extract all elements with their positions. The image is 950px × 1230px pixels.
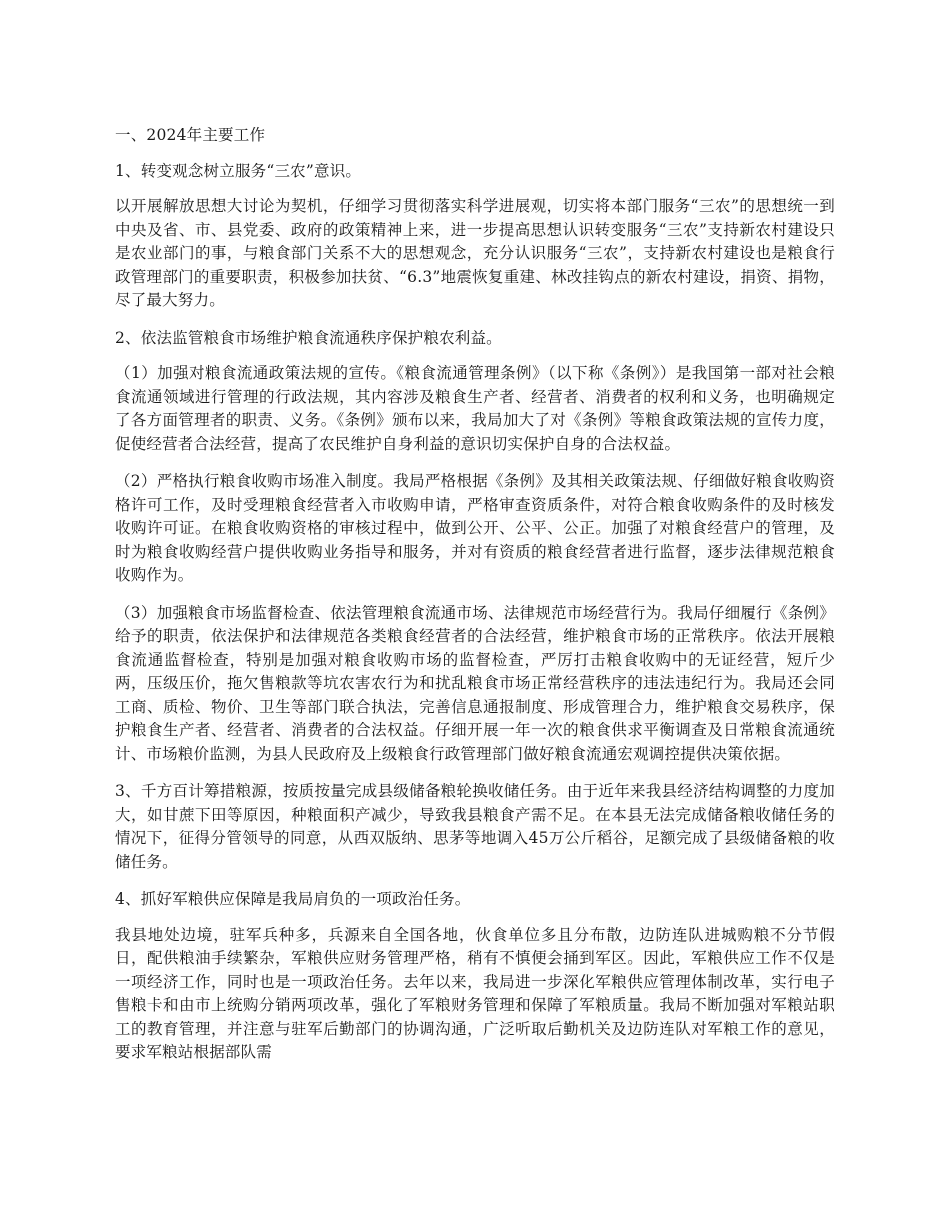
body-paragraph: 我县地处边境，驻军兵种多，兵源来自全国各地，伙食单位多且分布散，边防连队进城购粮不分节假日，配供粮油手续繁杂，军粮供应财务管理严格，稍有不慎便会捅到军区。因此，军粮供应工作不仅是一项经济工作，同时也是一项政治任务。去年以来，我局进一步深化军粮供应管理体制改革，实行电子售粮卡和由市上统购分销两项改革，强化了军粮财务管理和保障了军粮质量。我局不断加强对军粮站职工的教育管理，并注意与驻军后勤部门的协调沟通，广泛听取后勤机关及边防连队对军粮工作的意见，要求军粮站根据部队需: [115, 925, 835, 1061]
subsection-heading-1: 1、转变观念树立服务“三农”意识。: [115, 161, 362, 180]
subsection-heading-2: 2、依法监管粮食市场维护粮食流通秩序保护粮农利益。: [115, 328, 502, 347]
document-body: [115, 124, 835, 1079]
body-paragraph: （1）加强对粮食流通政策法规的宣传。《粮食流通管理条例》（以下称《条例》）是我国第一部对社会粮食流通领域进行管理的行政法规，其内容涉及粮食生产者、经营者、消费者的权利和义务，也明确规定了各方面管理者的职责、义务。《条例》颁布以来，我局加大了对《条例》等粮食政策法规的宣传力度，促使经营者合法经营，提高了农民维护自身利益的意识切实保护自身的合法权益。: [115, 364, 835, 453]
body-paragraph: 3、千方百计筹措粮源，按质按量完成县级储备粮轮换收储任务。由于近年来我县经济结构调整的力度加大，如甘蔗下田等原因，种粮面积产减少，导致我县粮食产需不足。在本县无法完成储备粮收储任务的情况下，征得分管领导的同意，从西双版纳、思茅等地调入45万公斤稻谷，足额完成了县级储备粮的收储任务。: [115, 782, 835, 871]
body-paragraph: 以开展解放思想大讨论为契机，仔细学习贯彻落实科学进展观，切实将本部门服务“三农”的思想统一到中央及省、市、县党委、政府的政策精神上来，进一步提高思想认识转变服务“三农”支持新农村建设只是农业部门的事，与粮食部门关系不大的思想观念，充分认识服务“三农”，支持新农村建设也是粮食行政管理部门的重要职责，积极参加扶贫、“6.3”地震恢复重建、林改挂钩点的新农村建设，捐资、捐物，尽了最大努力。: [115, 197, 835, 309]
subsection-heading-4: 4、抓好军粮供应保障是我局肩负的一项政治任务。: [115, 890, 471, 908]
section-heading: 一、2024年主要工作: [115, 126, 266, 144]
body-paragraph: （2）严格执行粮食收购市场准入制度。我局严格根据《条例》及其相关政策法规、仔细做好粮食收购资格许可工作，及时受理粮食经营者入市收购申请，严格审查资质条件，对符合粮食收购条件的及时核发收购许可证。在粮食收购资格的审核过程中，做到公开、公平、公正。加强了对粮食经营户的管理，及时为粮食收购经营户提供收购业务指导和服务，并对有资质的粮食经营者进行监督，逐步法律规范粮食收购作为。: [115, 472, 835, 584]
body-paragraph: （3）加强粮食市场监督检查、依法管理粮食流通市场、法律规范市场经营行为。我局仔细履行《条例》给予的职责，依法保护和法律规范各类粮食经营者的合法经营，维护粮食市场的正常秩序。依法开展粮食流通监督检查，特别是加强对粮食收购市场的监督检查，严厉打击粮食收购中的无证经营，短斤少两，压级压价，拖欠售粮款等坑农害农行为和扰乱粮食市场正常经营秩序的违法违纪行为。我局还会同工商、质检、物价、卫生等部门联合执法，完善信息通报制度、形成管理合力，维护粮食交易秩序，保护粮食生产者、经营者、消费者的合法权益。仔细开展一年一次的粮食供求平衡调查及日常粮食流通统计、市场粮价监测，为县人民政府及上级粮食行政管理部门做好粮食流通宏观调控提供决策依据。: [115, 603, 835, 763]
